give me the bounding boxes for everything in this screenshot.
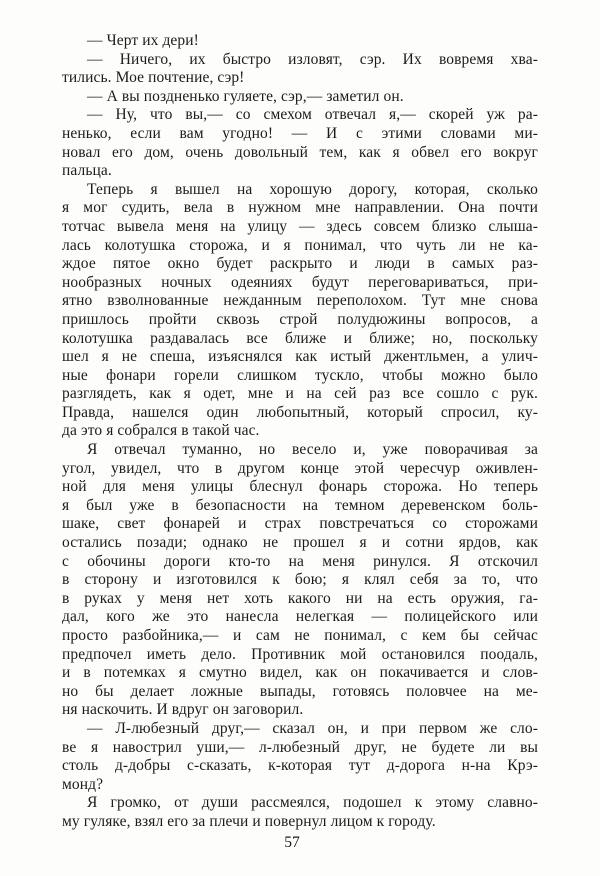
- text-line: Я громко, от души рассмеялся, подошел к этому славно-: [87, 794, 538, 812]
- text-line: ня наскочить. И вдруг он заговорил.: [62, 701, 304, 719]
- paragraph: [62, 32, 538, 51]
- text-line: ной для меня улицы блеснул фонарь сторожа. Но теперь: [62, 478, 538, 496]
- text-line: — А вы поздненько гуляете, сэр,— заметил он.: [87, 87, 404, 105]
- paragraph: [62, 51, 538, 88]
- text-block: [62, 32, 538, 832]
- text-line: остались позади; однако не прошел я и сотни ярдов, как: [62, 534, 538, 552]
- text-line: Теперь я вышел на хорошую дорогу, которая, сколько: [87, 180, 538, 198]
- text-line: ве я навострил уши,— л-любезный друг, не будете ли вы: [62, 738, 538, 756]
- text-line: ненько, если вам угодно! — И с этими словами ми-: [62, 124, 538, 142]
- text-line: — Л-любезный друг,— сказал он, и при первом же сло-: [87, 719, 538, 737]
- text-line: шел я не спеша, изъяснялся как истый джентльмен, а улич-: [62, 348, 538, 366]
- paragraph: [62, 106, 538, 180]
- text-line: — Ничего, их быстро изловят, сэр. Их вовремя хва-: [87, 50, 538, 68]
- text-line: — Черт их дери!: [87, 32, 199, 49]
- text-line: пальца.: [62, 162, 112, 180]
- text-line: ные фонари горели слишком тускло, чтобы можно было: [62, 366, 538, 384]
- text-line: разглядеть, как я одет, мне и на сей раз все сошло с рук.: [62, 385, 538, 403]
- text-line: в сторону и изготовился к бою; я клял себя за то, что: [62, 571, 538, 589]
- text-line: дал, кого же это нанесла нелегкая — полицейского или: [62, 608, 538, 626]
- paragraph: [62, 794, 538, 831]
- text-line: — Ну, что вы,— со смехом отвечал я,— скорей уж ра-: [87, 106, 538, 124]
- text-line: ятно взволнованные нежданным переполохом. Тут мне снова: [62, 292, 538, 310]
- paragraph: [62, 720, 538, 794]
- text-line: я был уже в безопасности на темном деревенском боль-: [62, 496, 538, 514]
- text-line: новал его дом, очень довольный тем, как я обвел его вокруг: [62, 143, 538, 161]
- text-line: я мог судить, вела в нужном мне направлении. Она почти: [62, 199, 538, 217]
- text-line: и в потемках я смутно видел, как он покачивается и слов-: [62, 664, 538, 682]
- text-line: нообразных ночных одеяниях будут переговариваться, при-: [62, 273, 538, 291]
- text-line: с обочины дороги кто-то на меня ринулся. Я отскочил: [62, 552, 538, 570]
- text-line: ждое пятое окно будет раскрыто и люди в самых раз-: [62, 255, 538, 273]
- text-line: угол, увидел, что в другом конце этой чересчур оживлен-: [62, 459, 538, 477]
- text-line: лась колотушка сторожа, и я понимал, что чуть ли не ка-: [62, 236, 538, 254]
- paragraph: [62, 441, 538, 720]
- text-line: столь д-добры с-сказать, к-которая тут д-дорога н-на Крэ-: [62, 757, 538, 775]
- text-line: тотчас вывела меня на улицу — здесь совсем близко слыша-: [62, 217, 538, 235]
- page-number: 57: [284, 834, 300, 851]
- text-line: монд?: [62, 775, 104, 793]
- text-line: тились. Мое почтение, сэр!: [62, 69, 245, 87]
- text-line: но бы делает ложные выпады, готовясь половчее на ме-: [62, 682, 538, 700]
- text-line: Правда, нашелся один любопытный, который спросил, ку-: [62, 403, 538, 421]
- text-line: пришлось пройти сквозь строй полудюжины вопросов, а: [62, 310, 538, 328]
- paragraph: [62, 181, 538, 441]
- text-line: предпочел иметь дело. Противник мой остановился поодаль,: [62, 645, 538, 663]
- text-line: шаке, свет фонарей и страх повстречаться со сторожами: [62, 515, 538, 533]
- text-line: просто разбойника,— и сам не понимал, с кем бы сейчас: [62, 627, 538, 644]
- text-line: колотушка раздавалась все ближе и ближе; но, поскольку: [62, 329, 538, 347]
- text-line: да это я собрался в такой час.: [62, 422, 260, 440]
- text-line: в руках у меня нет хоть какого ни на есть оружия, га-: [62, 589, 538, 607]
- text-line: му гуляке, взял его за плечи и повернул лицом к городу.: [62, 812, 436, 830]
- paragraph: [62, 88, 538, 107]
- text-line: Я отвечал туманно, но весело и, уже поворачивая за: [87, 441, 538, 459]
